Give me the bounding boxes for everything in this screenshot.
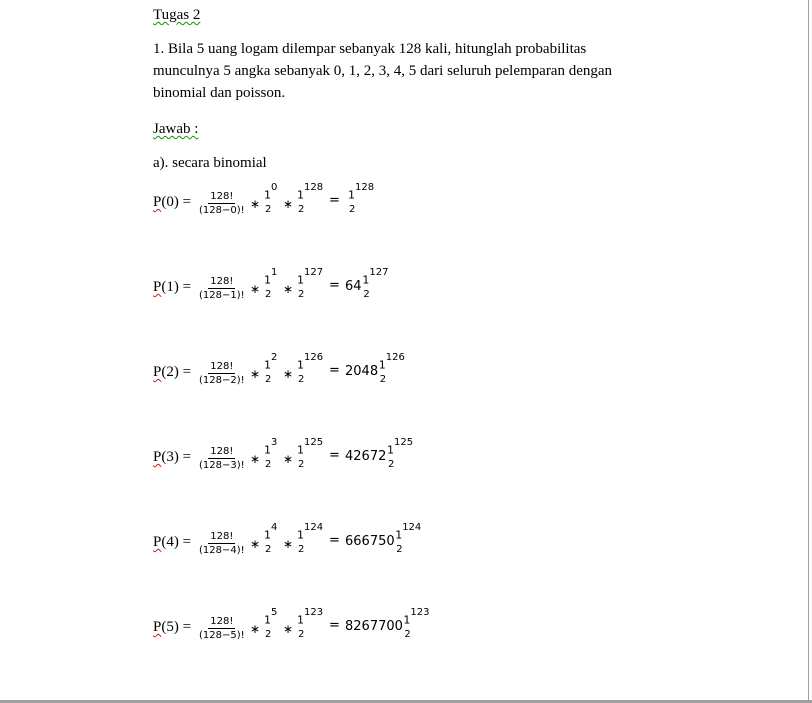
result-coefficient: 64 [345, 279, 362, 294]
result-power-term: $1^{124}$ 2 [395, 522, 422, 555]
multiply-symbol: ∗ [283, 452, 294, 466]
equals-symbol: = [329, 618, 340, 633]
factorial-fraction [197, 190, 247, 217]
section-a-heading: a). secara binomial [153, 155, 267, 171]
result-power-term: $1^{127}$ 2 [362, 267, 389, 300]
equals-symbol: = [329, 533, 340, 548]
fraction-denominator: (128−5)! [199, 630, 245, 641]
half-power-term-2: $1^{124}$ 2 [297, 522, 324, 555]
result-coefficient: 8267700 [345, 619, 403, 634]
fraction-denominator: (128−0)! [199, 205, 245, 216]
question-line-1: 1. Bila 5 uang logam dilempar sebanyak 128 kali, hitunglah probabilitas [153, 41, 587, 57]
multiply-symbol: ∗ [283, 537, 294, 551]
equation-row [153, 607, 673, 657]
result-power-term: $1^{123}$ 2 [403, 607, 430, 640]
half-power-term-1: $1^2$ 2 [264, 352, 278, 385]
half-power-term-1: $1^5$ 2 [264, 607, 278, 640]
question-line-3: binomial dan poisson. [153, 85, 286, 101]
fraction-denominator: (128−4)! [199, 545, 245, 556]
half-power-term-1: $1^0$ 2 [264, 182, 278, 215]
fraction-numerator: 128! [210, 531, 234, 542]
equation-row [153, 267, 673, 317]
equation-row [153, 352, 673, 402]
question-line-2: munculnya 5 angka sebanyak 0, 1, 2, 3, 4, 5 dari seluruh pelemparan dengan [153, 63, 613, 79]
factorial-fraction [197, 360, 247, 387]
fraction-denominator: (128−2)! [199, 375, 245, 386]
fraction-denominator: (128−1)! [199, 290, 245, 301]
equation-row [153, 437, 673, 487]
multiply-symbol: ∗ [283, 197, 294, 211]
half-power-term-2: $1^{123}$ 2 [297, 607, 324, 640]
multiply-symbol: ∗ [250, 197, 261, 211]
multiply-symbol: ∗ [250, 367, 261, 381]
half-power-term-2: $1^{125}$ 2 [297, 437, 324, 470]
document-title [153, 4, 200, 26]
multiply-symbol: ∗ [250, 537, 261, 551]
half-power-term-2: $1^{128}$ 2 [297, 182, 324, 215]
factorial-fraction [197, 530, 247, 557]
multiply-symbol: ∗ [283, 282, 294, 296]
half-power-term-1: $1^3$ 2 [264, 437, 278, 470]
multiply-symbol: ∗ [283, 367, 294, 381]
equation-row [153, 182, 673, 232]
result-power-term: $1^{128}$ 2 [348, 182, 375, 215]
equation-lhs: P(5) = [153, 619, 192, 635]
multiply-symbol: ∗ [250, 452, 261, 466]
fraction-numerator: 128! [210, 276, 234, 287]
fraction-numerator: 128! [210, 191, 234, 202]
result-power-term: $1^{125}$ 2 [387, 437, 414, 470]
fraction-numerator: 128! [210, 361, 234, 372]
equation-lhs: P(1) = [153, 279, 192, 295]
title-text: Tugas 2 [153, 7, 201, 23]
equation-lhs: P(0) = [153, 194, 192, 210]
fraction-numerator: 128! [210, 446, 234, 457]
multiply-symbol: ∗ [283, 622, 294, 636]
page-edge-right [808, 0, 809, 703]
equals-symbol: = [329, 193, 340, 208]
equals-symbol: = [329, 448, 340, 463]
half-power-term-2: $1^{127}$ 2 [297, 267, 324, 300]
fraction-numerator: 128! [210, 616, 234, 627]
equals-symbol: = [329, 278, 340, 293]
equals-symbol: = [329, 363, 340, 378]
equation-lhs: P(3) = [153, 449, 192, 465]
factorial-fraction [197, 615, 247, 642]
equation-lhs: P(4) = [153, 534, 192, 550]
equation-lhs: P(2) = [153, 364, 192, 380]
result-power-term: $1^{126}$ 2 [378, 352, 405, 385]
result-coefficient: 2048 [345, 364, 379, 379]
half-power-term-1: $1^4$ 2 [264, 522, 278, 555]
answer-label [153, 118, 198, 140]
multiply-symbol: ∗ [250, 282, 261, 296]
half-power-term-1: $1^1$ 2 [264, 267, 278, 300]
fraction-denominator: (128−3)! [199, 460, 245, 471]
factorial-fraction [197, 275, 247, 302]
multiply-symbol: ∗ [250, 622, 261, 636]
factorial-fraction [197, 445, 247, 472]
equation-row [153, 522, 673, 572]
result-coefficient: 42672 [345, 449, 387, 464]
half-power-term-2: $1^{126}$ 2 [297, 352, 324, 385]
result-coefficient: 666750 [345, 534, 395, 549]
answer-label-text: Jawab : [153, 121, 199, 137]
